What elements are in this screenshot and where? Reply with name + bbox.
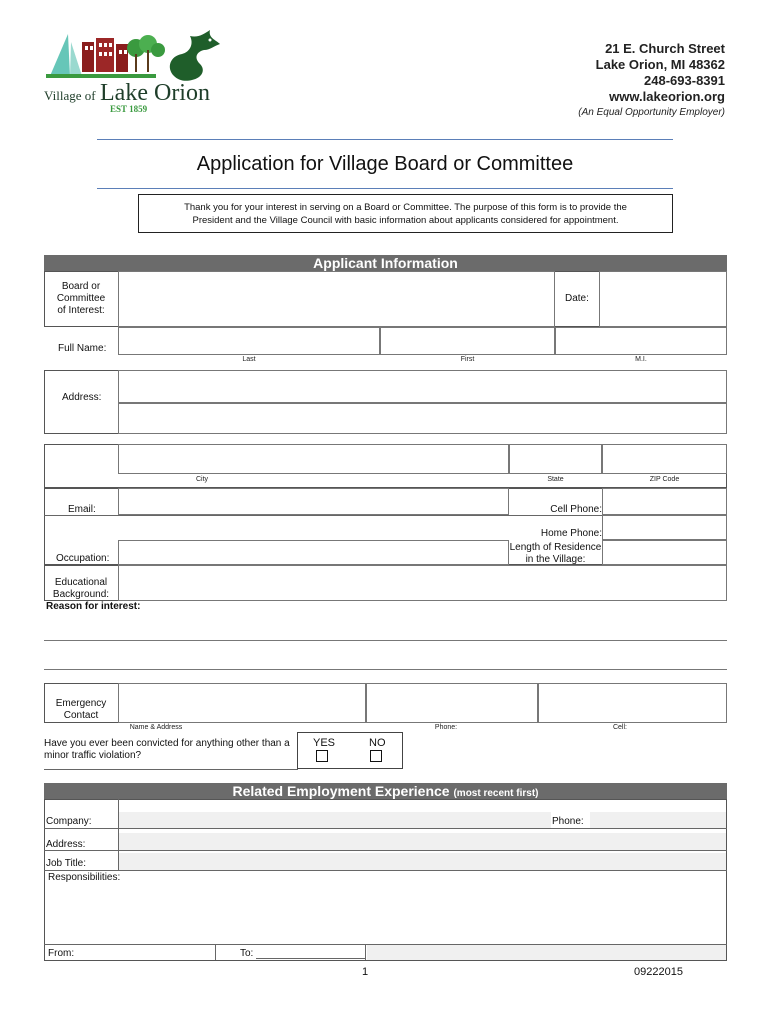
board-of-interest-label: Board or Committee of Interest: — [56, 281, 106, 316]
to-label: To: — [240, 948, 254, 959]
reason-line-2[interactable] — [44, 669, 727, 670]
emergency-cell-field[interactable] — [538, 683, 727, 723]
logo-lake-orion: Lake Orion — [100, 80, 210, 106]
middle-initial-field[interactable] — [555, 327, 727, 355]
responsibilities-field[interactable] — [45, 884, 726, 944]
date-label: Date: — [565, 293, 589, 304]
logo-established: EST 1859 — [110, 104, 148, 114]
address-label: Address: — [62, 392, 102, 403]
cell-phone-label: Cell Phone: — [550, 504, 602, 515]
emergency-contact-label: Emergency Contact — [55, 698, 107, 721]
conviction-question: Have you ever been convicted for anything other than a minor traffic violation? — [44, 738, 290, 761]
intro-line-1: Thank you for your interest in serving on a Board or Committee. The purpose of this form is to provide the — [184, 202, 627, 213]
from-label: From: — [48, 948, 75, 959]
header-rule-bottom — [97, 188, 673, 189]
zip-code-caption: ZIP Code — [649, 476, 680, 483]
reason-for-interest-label: Reason for interest: — [46, 601, 141, 612]
job-title-field[interactable] — [119, 853, 726, 870]
full-name-label: Full Name: — [58, 343, 107, 354]
address-line-2-field[interactable] — [118, 403, 727, 434]
logo-village-of: Village of — [44, 88, 96, 103]
conviction-question-underline — [44, 769, 298, 770]
occupation-label: Occupation: — [56, 553, 110, 564]
equal-opportunity-note: (An Equal Opportunity Employer) — [578, 107, 725, 118]
emergency-cell-caption: Cell: — [612, 724, 627, 731]
residence-length-field[interactable] — [602, 540, 727, 565]
emergency-name-address-caption: Name & Address — [129, 724, 183, 731]
company-field[interactable] — [119, 812, 551, 828]
employment-address-label: Address: — [46, 839, 86, 850]
from-date-field[interactable] — [86, 945, 216, 960]
village-logo — [44, 28, 224, 116]
education-field[interactable] — [118, 565, 727, 601]
header-rule-top — [97, 139, 673, 140]
residence-length-label: Length of Residence in the Village: — [509, 542, 602, 565]
emergency-phone-caption: Phone: — [434, 724, 458, 731]
applicant-section-title: Applicant Information — [313, 255, 458, 271]
employment-address-underline — [44, 850, 727, 851]
email-field[interactable] — [118, 488, 509, 515]
cell-phone-field[interactable] — [602, 488, 727, 515]
employment-phone-label: Phone: — [552, 816, 584, 827]
employment-section-subtitle: (most recent first) — [453, 788, 539, 799]
employment-phone-field[interactable] — [590, 812, 726, 828]
middle-initial-caption: M.I. — [635, 356, 647, 363]
emergency-name-address-field[interactable] — [118, 683, 366, 723]
last-name-caption: Last — [242, 356, 256, 363]
responsibilities-label: Responsibilities: — [48, 872, 121, 883]
applicant-section-header — [44, 255, 727, 271]
last-name-field[interactable] — [118, 327, 380, 355]
phone-number: 248-693-8391 — [644, 73, 725, 88]
email-label: Email: — [68, 504, 96, 515]
page-number: 1 — [362, 966, 369, 978]
job-title-label: Job Title: — [46, 858, 87, 869]
no-label: NO — [369, 737, 386, 749]
first-name-field[interactable] — [380, 327, 555, 355]
occupation-field[interactable] — [118, 540, 509, 565]
date-field[interactable] — [599, 271, 727, 327]
yes-label: YES — [313, 737, 336, 749]
intro-box — [138, 194, 673, 233]
header-address — [578, 41, 725, 121]
company-underline — [44, 828, 727, 829]
home-phone-field[interactable] — [602, 515, 727, 540]
state-caption: State — [547, 476, 564, 483]
home-phone-label: Home Phone: — [540, 528, 602, 539]
education-label: Educational Background: — [52, 577, 110, 600]
website-link[interactable]: www.lakeorion.org — [609, 89, 725, 104]
employment-section-header — [44, 783, 727, 799]
employment-section-title: Related Employment Experience — [232, 783, 450, 799]
city-state-zip: Lake Orion, MI 48362 — [595, 57, 725, 72]
logo-graphic — [44, 28, 224, 84]
zip-code-field[interactable] — [602, 444, 727, 474]
dates-extra-field[interactable] — [367, 945, 726, 960]
no-checkbox[interactable] — [370, 750, 382, 762]
city-field[interactable] — [118, 444, 509, 474]
logo-text — [44, 80, 210, 107]
form-revision-code: 09222015 — [634, 966, 683, 978]
employment-address-field[interactable] — [119, 833, 726, 850]
address-line-1-field[interactable] — [118, 370, 727, 403]
job-title-underline — [44, 870, 727, 871]
page-title: Application for Village Board or Committee — [196, 153, 574, 175]
first-name-caption: First — [460, 356, 475, 363]
board-of-interest-field[interactable] — [118, 271, 555, 327]
intro-line-2: President and the Village Council with basic information about applicants considered for appointment. — [192, 215, 619, 226]
company-label: Company: — [46, 816, 92, 827]
street-address: 21 E. Church Street — [605, 41, 725, 56]
state-field[interactable] — [509, 444, 602, 474]
to-date-underline — [256, 958, 366, 959]
city-caption: City — [195, 476, 209, 483]
reason-line-1[interactable] — [44, 640, 727, 641]
yes-checkbox[interactable] — [316, 750, 328, 762]
emergency-phone-field[interactable] — [366, 683, 538, 723]
